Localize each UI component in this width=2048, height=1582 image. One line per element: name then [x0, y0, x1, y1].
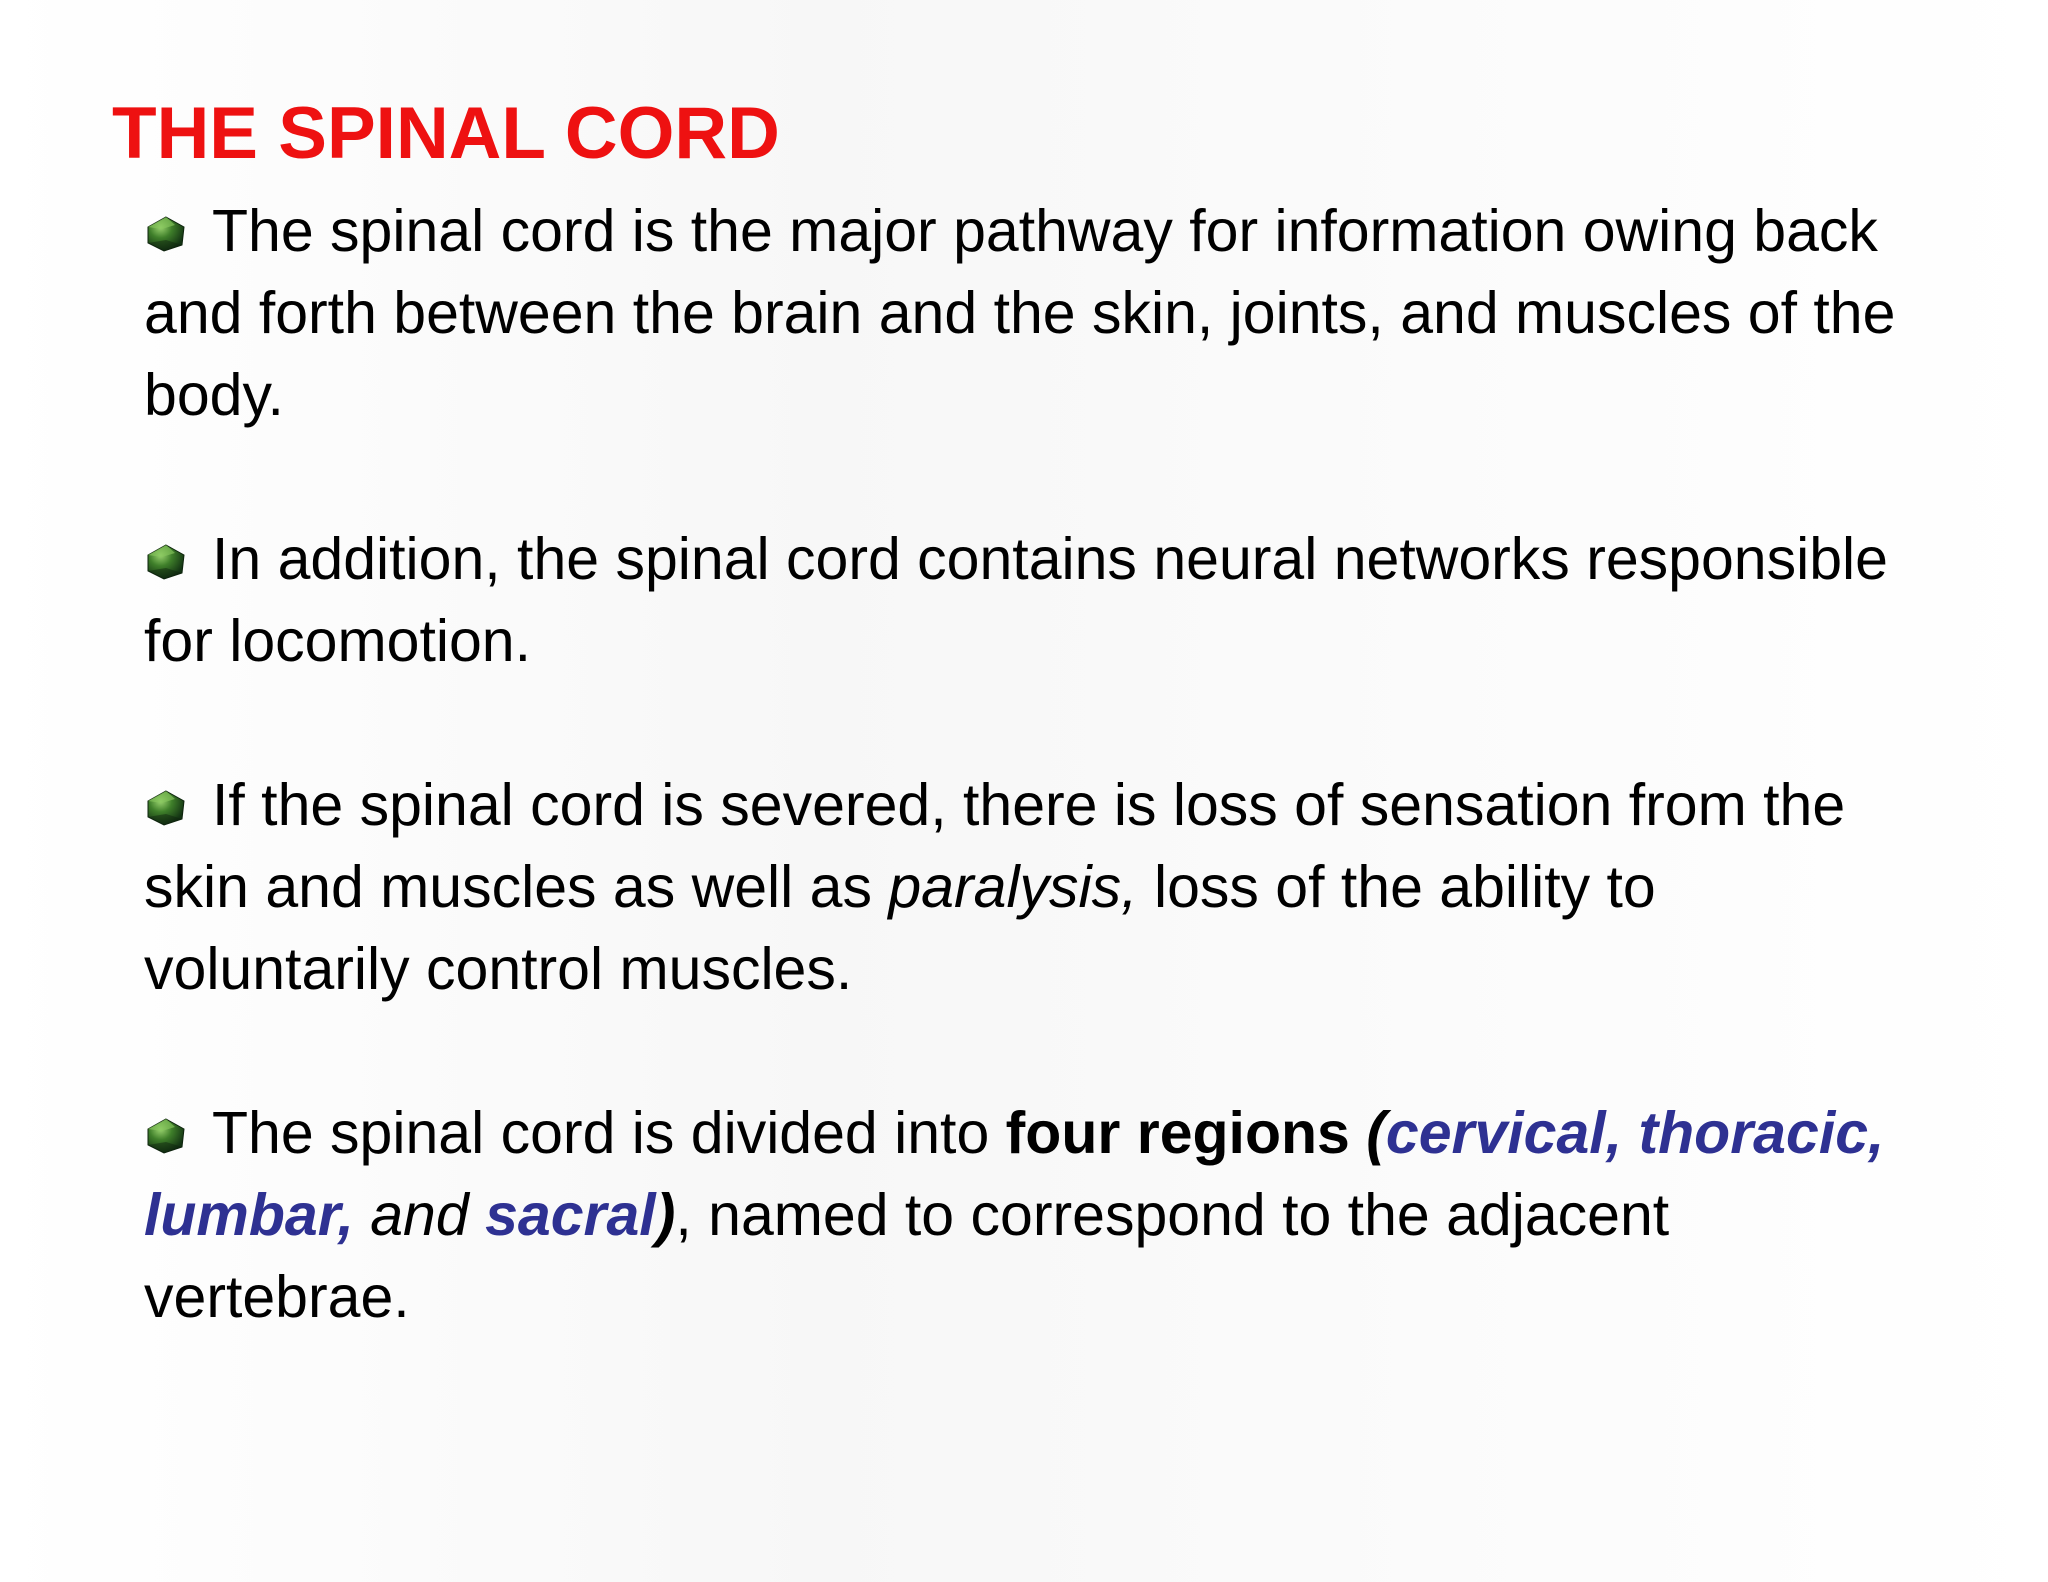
green-gem-icon	[144, 789, 188, 827]
bullet-item	[144, 190, 1924, 436]
bullet-item	[144, 1092, 1924, 1338]
bullet-text: The spinal cord is the major pathway for information owing back and forth between the brain and the skin, joints, and muscles of the body.	[144, 198, 1896, 428]
and-word: and	[353, 1182, 486, 1248]
region-thoracic-lumbar: thoracic, lumbar,	[144, 1100, 1885, 1248]
close-paren: )	[655, 1182, 676, 1248]
bullet-list	[144, 190, 1924, 1420]
bold-term: four regions	[1005, 1100, 1350, 1166]
bullet-text: In addition, the spinal cord contains neural networks responsible for locomotion.	[144, 526, 1888, 674]
region-sacral: sacral	[485, 1182, 656, 1248]
emphasis-term: paralysis,	[888, 854, 1138, 920]
bullet-item	[144, 764, 1924, 1010]
bullet-text: If the spinal cord is severed, there is loss of sensation from the skin and muscles as well as	[144, 772, 1846, 920]
green-gem-icon	[144, 543, 188, 581]
bullet-item	[144, 518, 1924, 682]
bullet-text: , named to correspond to the adjacent vertebrae.	[144, 1182, 1670, 1330]
bullet-text: The spinal cord is divided into	[212, 1100, 1006, 1166]
slide-title: THE SPINAL CORD	[112, 93, 780, 174]
green-gem-icon	[144, 1117, 188, 1155]
region-cervical: cervical,	[1385, 1100, 1623, 1166]
open-paren: (	[1349, 1100, 1386, 1166]
green-gem-icon	[144, 215, 188, 253]
bullet-text: loss of the ability to voluntarily control muscles.	[144, 854, 1656, 1002]
